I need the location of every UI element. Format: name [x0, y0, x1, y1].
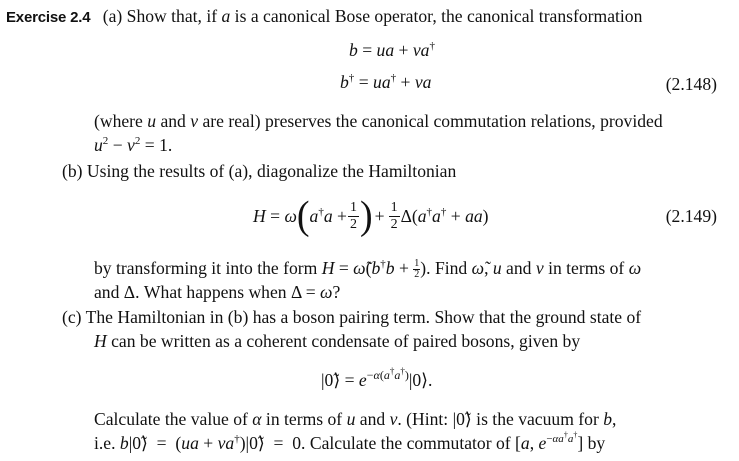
part-b-intro: (b) Using the results of (a), diagonalize the Hamiltonian	[62, 161, 457, 181]
part-c-hint: i.e. b|0̃⟩ = (ua + va†)|0̃⟩ = 0. Calculate the commutator of [a, $e^{-\alpha a^\dagger a^\dagger}$] by	[94, 430, 606, 453]
equation-2-148-line-1: b = ua + va†	[349, 40, 435, 60]
part-a-condition: (where u and v are real) preserves the canonical commutation relations, provided	[94, 111, 663, 131]
equation-ground-state: |0̃⟩ = $e^{-\alpha(a^\dagger a^\dagger)}|0⟩$.	[321, 366, 433, 390]
part-c-intro: (c) The Hamiltonian in (b) has a boson pairing term. Show that the ground state of	[62, 307, 642, 327]
equation-number-2-148: (2.148)	[665, 74, 717, 94]
fraction-one-half: $\frac{1}{2}$	[390, 199, 398, 232]
exercise-label: Exercise 2.4	[6, 9, 91, 26]
part-c-calculate: Calculate the value of α in terms of u and v. (Hint: |0̃⟩ is the vacuum for b,	[94, 409, 617, 429]
part-c-condensate: H can be written as a coherent condensate of paired bosons, given by	[94, 331, 581, 351]
part-a-constraint: $u^2 - v^2 = 1$.	[94, 135, 173, 155]
equation-2-149: H = ω ( a†a + $\frac{1}{2}$ ) + $\frac{1}{2}$ Δ(a†a† + aa)	[253, 193, 489, 239]
exercise-line-1	[6, 5, 642, 29]
equation-number-2-149: (2.149)	[665, 206, 717, 226]
part-a-intro: (a) Show that, if a is a canonical Bose operator, the canonical transformation	[102, 6, 643, 26]
equation-2-148-line-2: b† = ua† + va	[340, 72, 432, 92]
fraction-one-half: $\frac{1}{2}$	[349, 199, 357, 232]
part-b-transform: by transforming it into the form H = ω̃(b†b + $\frac{1}{2}$ ). Find ω̃, u and v in terms of ω	[94, 258, 642, 281]
part-b-question: and Δ. What happens when Δ = ω?	[94, 282, 341, 302]
